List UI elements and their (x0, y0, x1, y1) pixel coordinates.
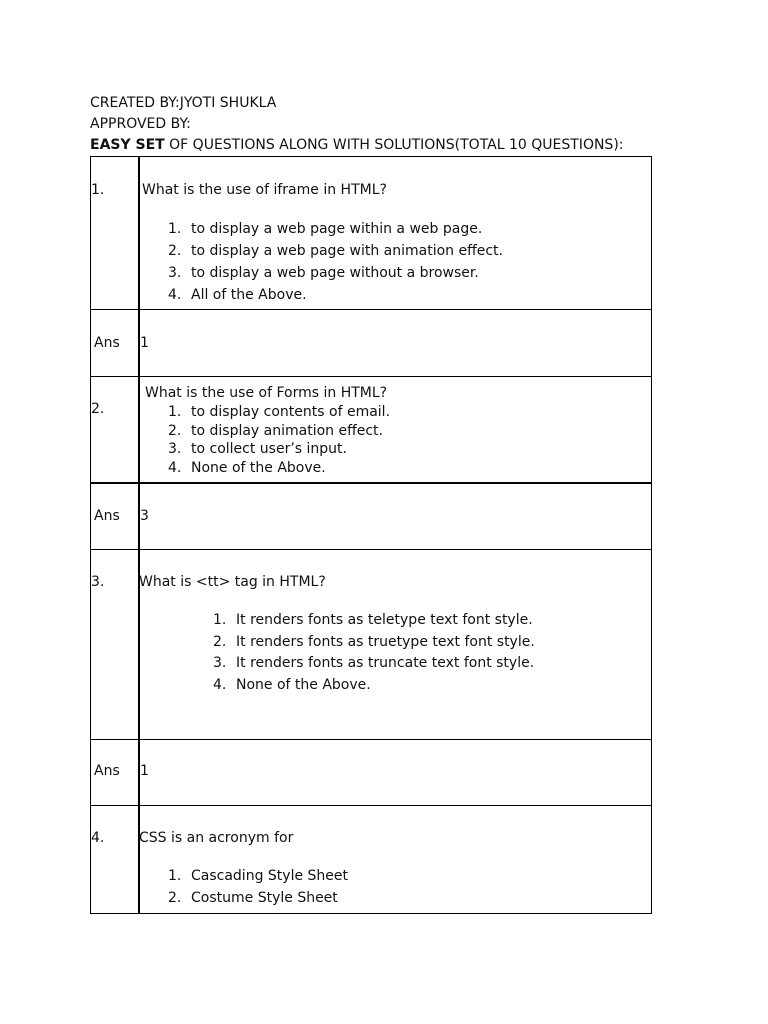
option-item: 3. It renders fonts as truncate text font style. (213, 655, 535, 671)
answer-value: 3 (140, 508, 149, 524)
question-number: 1. (91, 182, 105, 198)
option-item: 3. to display a web page without a browser. (168, 265, 479, 281)
options-list (213, 610, 535, 696)
option-item: 2. It renders fonts as truetype text font style. (213, 633, 535, 650)
set-title-rest: OF QUESTIONS ALONG WITH SOLUTIONS(TOTAL 10 QUESTIONS): (164, 137, 624, 153)
question-text: What is the use of Forms in HTML? (145, 385, 388, 401)
question-text: CSS is an acronym for (139, 830, 294, 846)
question-number: 4. (91, 830, 105, 846)
row-divider (91, 482, 651, 484)
option-item: 2. to display animation effect. (168, 422, 384, 439)
option-item: 1. It renders fonts as teletype text font style. (213, 612, 533, 628)
question-number: 3. (91, 574, 105, 590)
answer-value: 1 (140, 335, 149, 351)
answer-value: 1 (140, 763, 149, 779)
set-title-line (90, 135, 624, 156)
option-item: 1. to display a web page within a web page. (168, 221, 483, 237)
set-title-strong: EASY SET (90, 137, 165, 153)
row-divider (91, 549, 651, 550)
question-number: 2. (91, 401, 105, 417)
option-item: 4. None of the Above. (168, 459, 326, 476)
created-by-line: CREATED BY:JYOTI SHUKLA (90, 95, 277, 111)
option-item: 2. to display a web page with animation effect. (168, 243, 503, 259)
document-header (90, 93, 624, 156)
row-divider (91, 376, 651, 377)
options-list (168, 865, 348, 909)
options-list (168, 403, 390, 477)
option-item: 1. Cascading Style Sheet (168, 868, 349, 884)
option-item: 1. to display contents of email. (168, 404, 391, 420)
row-divider (91, 739, 651, 740)
option-item: 4. None of the Above. (213, 676, 371, 693)
option-item: 3. to collect user’s input. (168, 441, 347, 457)
answer-label: Ans (94, 763, 120, 779)
options-list (168, 218, 503, 306)
option-item: 4. All of the Above. (168, 287, 307, 303)
answer-label: Ans (94, 335, 120, 351)
row-divider (91, 805, 651, 806)
questions-table (90, 156, 652, 914)
option-item: 2. Costume Style Sheet (168, 890, 338, 906)
row-divider (91, 309, 651, 310)
question-text: What is <tt> tag in HTML? (139, 574, 326, 590)
question-text: What is the use of iframe in HTML? (142, 182, 387, 198)
approved-by-line: APPROVED BY: (90, 116, 191, 132)
column-divider (138, 157, 140, 913)
answer-label: Ans (94, 508, 120, 524)
